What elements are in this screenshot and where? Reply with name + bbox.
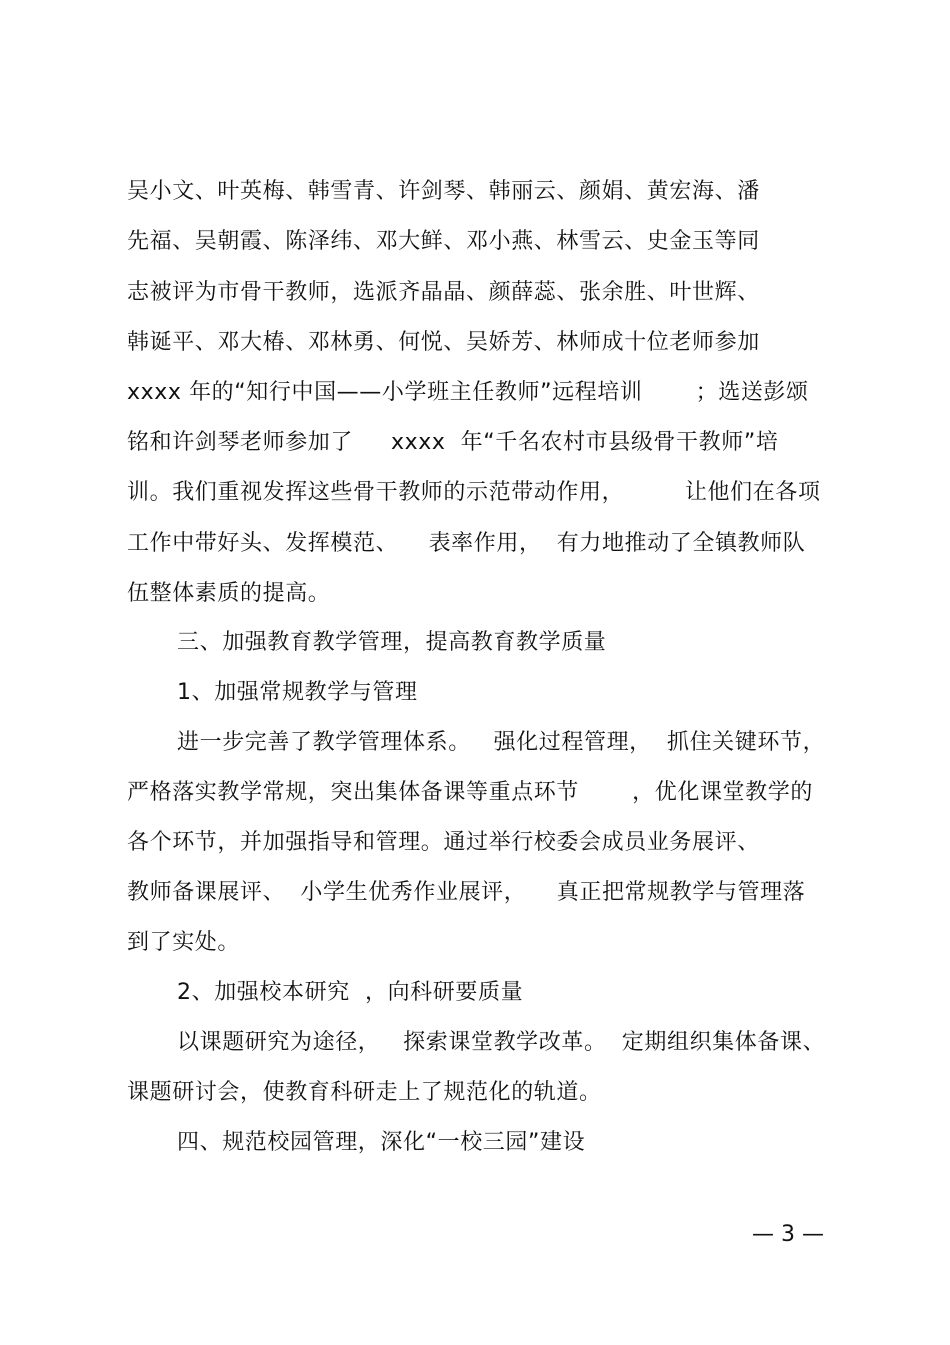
body-text-line: 课题研讨会，使教育科研走上了规范化的轨道。: [127, 1080, 602, 1105]
body-text-line: 先福、吴朝霞、陈泽纬、邓大鲜、邓小燕、林雪云、史金玉等同: [127, 229, 760, 254]
body-text-line: 教师备课展评、 小学生优秀作业展评， 真正把常规教学与管理落: [127, 880, 806, 905]
body-text-line: 工作中带好头、发挥模范、 表率作用， 有力地推动了全镇教师队: [127, 531, 806, 556]
body-text-line: 进一步完善了教学管理体系。 强化过程管理， 抓住关键环节，: [177, 730, 826, 755]
body-text-line: 严格落实教学常规，突出集体备课等重点环节 ，优化课堂教学的: [127, 780, 813, 805]
body-text-line: 志被评为市骨干教师，选派齐晶晶、颜薛蕊、张余胜、叶世辉、: [127, 280, 760, 305]
subsection-heading: 1、加强常规教学与管理: [177, 680, 418, 705]
subsection-heading: 2、加强校本研究 ，向科研要质量: [177, 980, 524, 1005]
body-text-line: 各个环节，并加强指导和管理。通过举行校委会成员业务展评、: [127, 830, 760, 855]
body-text-line: 以课题研究为途径， 探索课堂教学改革。 定期组织集体备课、: [177, 1030, 826, 1055]
body-text-line: 韩诞平、邓大椿、邓林勇、何悦、吴娇芳、林师成十位老师参加: [127, 330, 760, 355]
page-number: — 3 —: [752, 1222, 824, 1247]
body-text-line: 铭和许剑琴老师参加了 xxxx 年“千名农村市县级骨干教师”培: [127, 430, 779, 455]
body-text-line: 吴小文、叶英梅、韩雪青、许剑琴、韩丽云、颜娟、黄宏海、潘: [127, 179, 760, 204]
body-text-line: 伍整体素质的提高。: [127, 581, 331, 606]
section-heading: 四、规范校园管理，深化“一校三园”建设: [177, 1130, 586, 1155]
body-text-line: xxxx 年的“知行中国——小学班主任教师”远程培训 ；选送彭颂: [127, 380, 809, 405]
body-text-line: 到了实处。: [127, 930, 241, 955]
body-text-line: 训。我们重视发挥这些骨干教师的示范带动作用， 让他们在各项: [127, 480, 821, 505]
section-heading: 三、加强教育教学管理，提高教育教学质量: [177, 630, 607, 655]
